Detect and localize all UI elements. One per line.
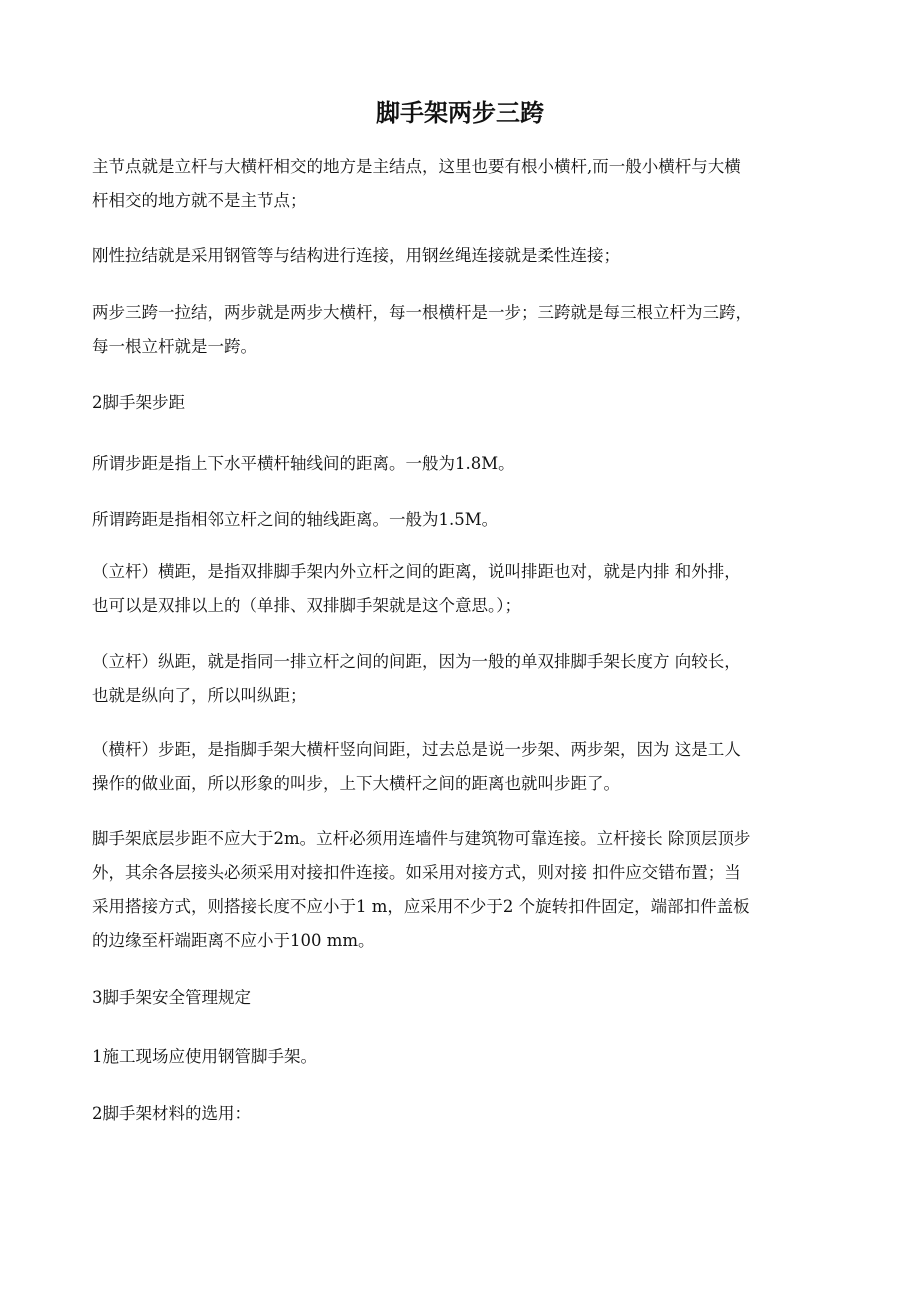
paragraph-line: 刚性拉结就是采用钢管等与结构进行连接，用钢丝绳连接就是柔性连接； [92,246,620,265]
paragraph [92,822,832,958]
paragraph [92,645,832,713]
paragraph [92,150,832,218]
paragraph-line: 每一根立杆就是一跨。 [92,337,257,356]
paragraph-line: 1施工现场应使用钢管脚手架。 [92,1047,317,1066]
paragraph [92,555,832,623]
paragraph-line: 杆相交的地方就不是主节点； [92,191,307,210]
paragraph-line: 主节点就是立杆与大横杆相交的地方是主结点，这里也要有根小横杆,而一般小横杆与大横 [92,157,741,176]
paragraph-line: 操作的做业面，所以形象的叫步，上下大横杆之间的距离也就叫步距了。 [92,774,620,793]
paragraph-line: 外，其余各层接头必须采用对接扣件连接。如采用对接方式，则对接 扣件应交错布置；当 [92,863,741,882]
paragraph-line: 两步三跨一拉结，两步就是两步大横杆，每一根横杆是一步；三跨就是每三根立杆为三跨， [92,303,752,322]
paragraph [92,239,832,273]
paragraph-line: 2脚手架材料的选用： [92,1104,251,1123]
paragraph-line: 所谓步距是指上下水平横杆轴线间的距离。一般为1.8M。 [92,454,515,473]
paragraph-line: 采用搭接方式，则搭接长度不应小于1 m，应采用不少于2 个旋转扣件固定，端部扣件盖板 [92,897,750,916]
document-title: 脚手架两步三跨 [376,99,544,127]
paragraph-line: 也就是纵向了，所以叫纵距； [92,686,307,705]
paragraph [92,296,832,364]
section-heading [92,981,832,1015]
paragraph-line: 脚手架底层步距不应大于2m。立杆必须用连墙件与建筑物可靠连接。立杆接长 除顶层顶步 [92,829,751,848]
paragraph-line: 所谓跨距是指相邻立杆之间的轴线距离。一般为1.5M。 [92,510,499,529]
paragraph [92,1097,832,1131]
paragraph-line: （立杆）横距，是指双排脚手架内外立杆之间的距离，说叫排距也对，就是内排 和外排， [92,562,741,581]
paragraph [92,503,832,537]
section-heading-text: 2脚手架步距 [92,393,185,412]
paragraph-line: 的边缘至杆端距离不应小于100 mm。 [92,931,375,950]
paragraph [92,447,832,481]
section-heading-text: 3脚手架安全管理规定 [92,988,251,1007]
paragraph-line: （横杆）步距，是指脚手架大横杆竖向间距，过去总是说一步架、两步架，因为 这是工人 [92,740,741,759]
paragraph-line: （立杆）纵距，就是指同一排立杆之间的间距，因为一般的单双排脚手架长度方 向较长， [92,652,741,671]
paragraph [92,1040,832,1074]
section-heading [92,386,832,420]
paragraph-line: 也可以是双排以上的（单排、双排脚手架就是这个意思。）； [92,596,521,615]
paragraph [92,733,832,801]
